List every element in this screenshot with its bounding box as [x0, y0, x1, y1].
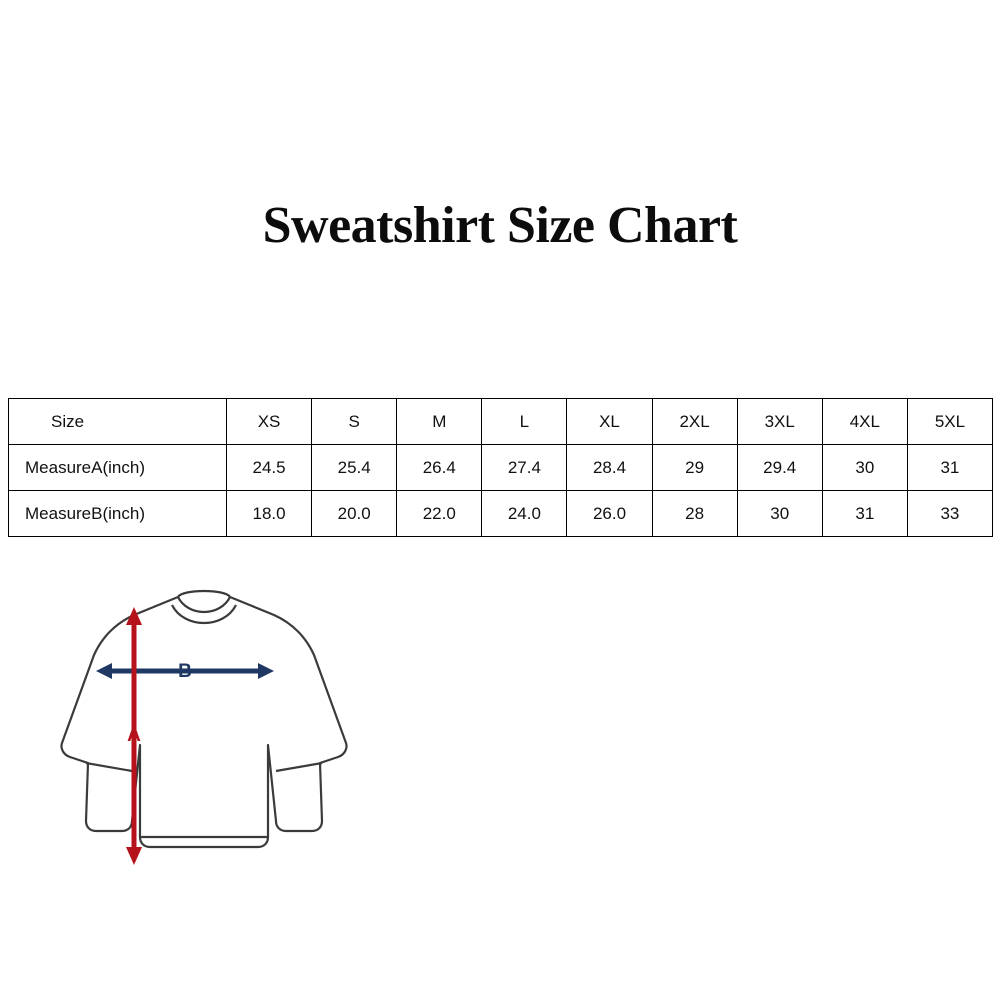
header-cell-2xl: 2XL: [652, 399, 737, 445]
page-title: Sweatshirt Size Chart: [262, 197, 738, 254]
header-cell-4xl: 4XL: [822, 399, 907, 445]
cell-b-s: 20.0: [312, 491, 397, 537]
cell-b-xl: 26.0: [567, 491, 652, 537]
header-cell-xs: XS: [227, 399, 312, 445]
table-header: [9, 399, 993, 445]
cell-a-xl: 28.4: [567, 445, 652, 491]
cell-a-l: 27.4: [482, 445, 567, 491]
sweatshirt-outline-icon: [61, 591, 346, 847]
cell-b-3xl: 30: [737, 491, 822, 537]
cell-a-m: 26.4: [397, 445, 482, 491]
table-row: [9, 491, 993, 537]
header-cell-5xl: 5XL: [907, 399, 992, 445]
cell-b-5xl: 33: [907, 491, 992, 537]
measure-b-label: B: [178, 661, 192, 682]
header-cell-size: Size: [9, 399, 227, 445]
measure-a-label: A: [127, 725, 141, 746]
cell-a-3xl: 29.4: [737, 445, 822, 491]
cell-a-5xl: 31: [907, 445, 992, 491]
cell-b-2xl: 28: [652, 491, 737, 537]
header-cell-m: M: [397, 399, 482, 445]
table-row: [9, 445, 993, 491]
size-table: [8, 398, 993, 537]
cell-a-xs: 24.5: [227, 445, 312, 491]
row-label-measure-a: MeasureA(inch): [9, 445, 227, 491]
cell-b-m: 22.0: [397, 491, 482, 537]
header-cell-3xl: 3XL: [737, 399, 822, 445]
table-header-row: [9, 399, 993, 445]
cell-b-4xl: 31: [822, 491, 907, 537]
cell-b-l: 24.0: [482, 491, 567, 537]
cell-a-s: 25.4: [312, 445, 397, 491]
cell-a-4xl: 30: [822, 445, 907, 491]
header-cell-l: L: [482, 399, 567, 445]
table-body: [9, 445, 993, 537]
header-cell-s: S: [312, 399, 397, 445]
sweatshirt-illustration: [30, 575, 380, 905]
row-label-measure-b: MeasureB(inch): [9, 491, 227, 537]
cell-a-2xl: 29: [652, 445, 737, 491]
header-cell-xl: XL: [567, 399, 652, 445]
size-table-container: [8, 398, 993, 537]
cell-b-xs: 18.0: [227, 491, 312, 537]
